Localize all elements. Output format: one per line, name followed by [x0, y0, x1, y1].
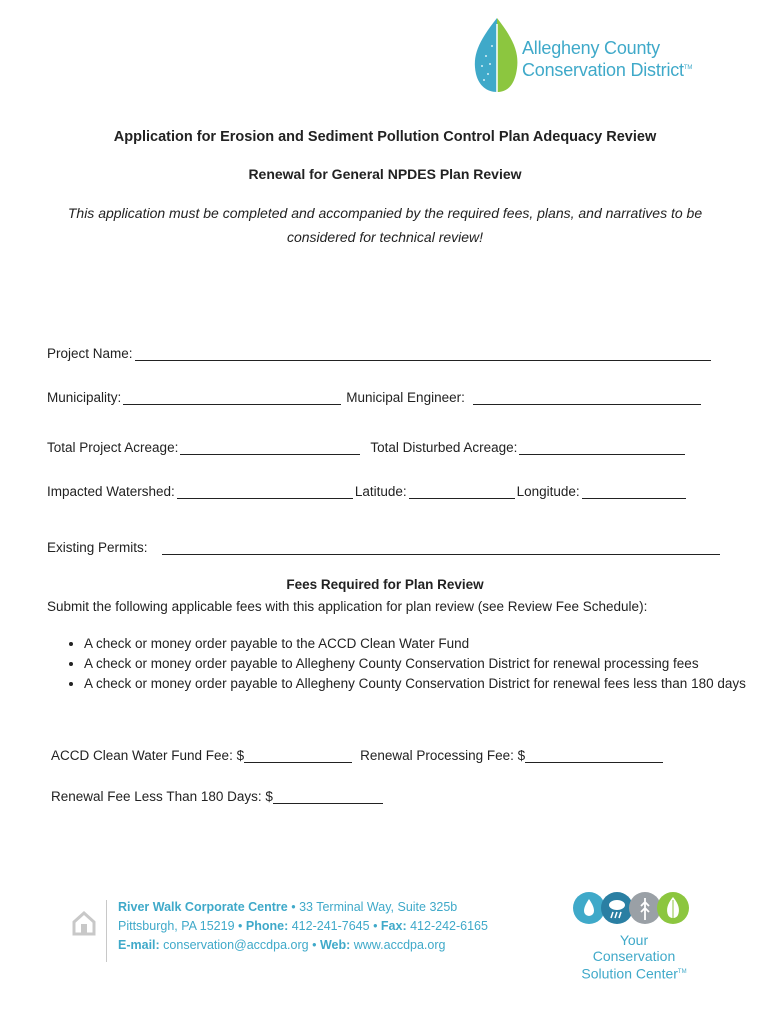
page-title: Application for Erosion and Sediment Pollution Control Plan Adequacy Review: [113, 129, 657, 145]
tagline-tm: TM: [677, 969, 687, 975]
footer-web-link[interactable]: www.accdpa.org: [353, 938, 446, 952]
footer-address: [118, 898, 488, 955]
list-item: • A check or money order payable to Allegheny County Conservation District for renewal processing fees: [84, 656, 770, 672]
latitude-field[interactable]: [409, 484, 515, 499]
total-disturbed-acreage-field[interactable]: [519, 440, 685, 455]
page-subtitle: Renewal for General NPDES Plan Review: [248, 166, 522, 182]
existing-permits-field[interactable]: [162, 540, 720, 555]
footer-sep: •: [312, 938, 320, 952]
tagline-line2: [580, 964, 688, 982]
footer-phone: 412-241-7645: [291, 919, 370, 933]
renewal-fee-180-field[interactable]: [273, 789, 383, 804]
list-item: • A check or money order payable to Allegheny County Conservation District for renewal fees less than 180 days: [84, 676, 770, 692]
impacted-watershed-label: Impacted Watershed:: [47, 484, 175, 499]
footer-sep: •: [238, 919, 246, 933]
logo-line2-text: Conservation District: [522, 60, 684, 80]
instruction-text: This application must be completed and accompanied by the required fees, plans, and narratives to be considered for technical review!: [67, 205, 703, 245]
footer-web-label: Web:: [319, 938, 351, 952]
existing-permits-label: Existing Permits:: [47, 540, 148, 555]
footer-email-label: E-mail:: [118, 938, 160, 952]
longitude-label: Longitude:: [516, 484, 580, 499]
conservation-icons: [572, 890, 690, 926]
latitude-label: Latitude:: [354, 484, 407, 499]
footer-fax-label: Fax:: [380, 919, 407, 933]
footer-sep: •: [373, 919, 381, 933]
footer-divider: [106, 900, 107, 962]
footer-sep: •: [291, 900, 300, 914]
project-name-field[interactable]: [135, 346, 711, 361]
logo-line1: Allegheny County: [522, 38, 660, 58]
footer-fax: 412-242-6165: [410, 919, 488, 933]
total-disturbed-acreage-label: Total Disturbed Acreage:: [370, 440, 518, 455]
acreage-row: [47, 440, 687, 455]
footer-email-link[interactable]: conservation@accdpa.org: [163, 938, 309, 952]
accd-leaf-logo: [470, 16, 522, 96]
footer-line2: [118, 917, 488, 936]
tagline-line1: Your Conservation: [592, 932, 676, 964]
existing-permits-row: [47, 540, 722, 555]
municipal-engineer-field[interactable]: [473, 390, 701, 405]
municipality-row: [47, 390, 703, 405]
municipality-field[interactable]: [123, 390, 341, 405]
footer-line3: [118, 936, 488, 955]
clean-water-fund-fee-field[interactable]: [244, 748, 352, 763]
footer-phone-label: Phone:: [245, 919, 289, 933]
renewal-processing-fee-label: Renewal Processing Fee: $: [360, 748, 526, 763]
logo-tm: TM: [683, 65, 693, 71]
logo-line2: [522, 58, 692, 80]
municipal-engineer-label: Municipal Engineer:: [346, 390, 465, 405]
municipality-label: Municipality:: [47, 390, 122, 405]
fees-section-title: Fees Required for Plan Review: [286, 577, 484, 592]
renewal-fee-180-label: Renewal Fee Less Than 180 Days: $: [51, 789, 273, 804]
footer-line1: [118, 898, 488, 917]
impacted-watershed-field[interactable]: [177, 484, 353, 499]
project-name-row: [47, 346, 713, 361]
list-item: • A check or money order payable to the ACCD Clean Water Fund: [84, 636, 770, 652]
renewal-processing-fee-field[interactable]: [525, 748, 663, 763]
footer-building: River Walk Corporate Centre: [118, 900, 288, 914]
fee-amounts-row: [51, 748, 665, 763]
watershed-row: [47, 484, 688, 499]
project-name-label: Project Name:: [47, 346, 133, 361]
footer-city: Pittsburgh, PA 15219: [118, 919, 235, 933]
house-icon: [72, 910, 96, 936]
fees-bullet-list: [47, 636, 770, 696]
clean-water-fund-fee-label: ACCD Clean Water Fund Fee: $: [51, 748, 245, 763]
total-project-acreage-field[interactable]: [180, 440, 360, 455]
longitude-field[interactable]: [582, 484, 686, 499]
renewal-fee-180-row: [51, 789, 385, 804]
total-project-acreage-label: Total Project Acreage:: [47, 440, 179, 455]
fees-intro: Submit the following applicable fees with this application for plan review (see Review Fee Schedule):: [47, 599, 648, 614]
tagline-line2-text: Solution Center: [581, 965, 678, 982]
conservation-tagline: [580, 932, 688, 982]
footer-address1: 33 Terminal Way, Suite 325b: [299, 900, 458, 914]
